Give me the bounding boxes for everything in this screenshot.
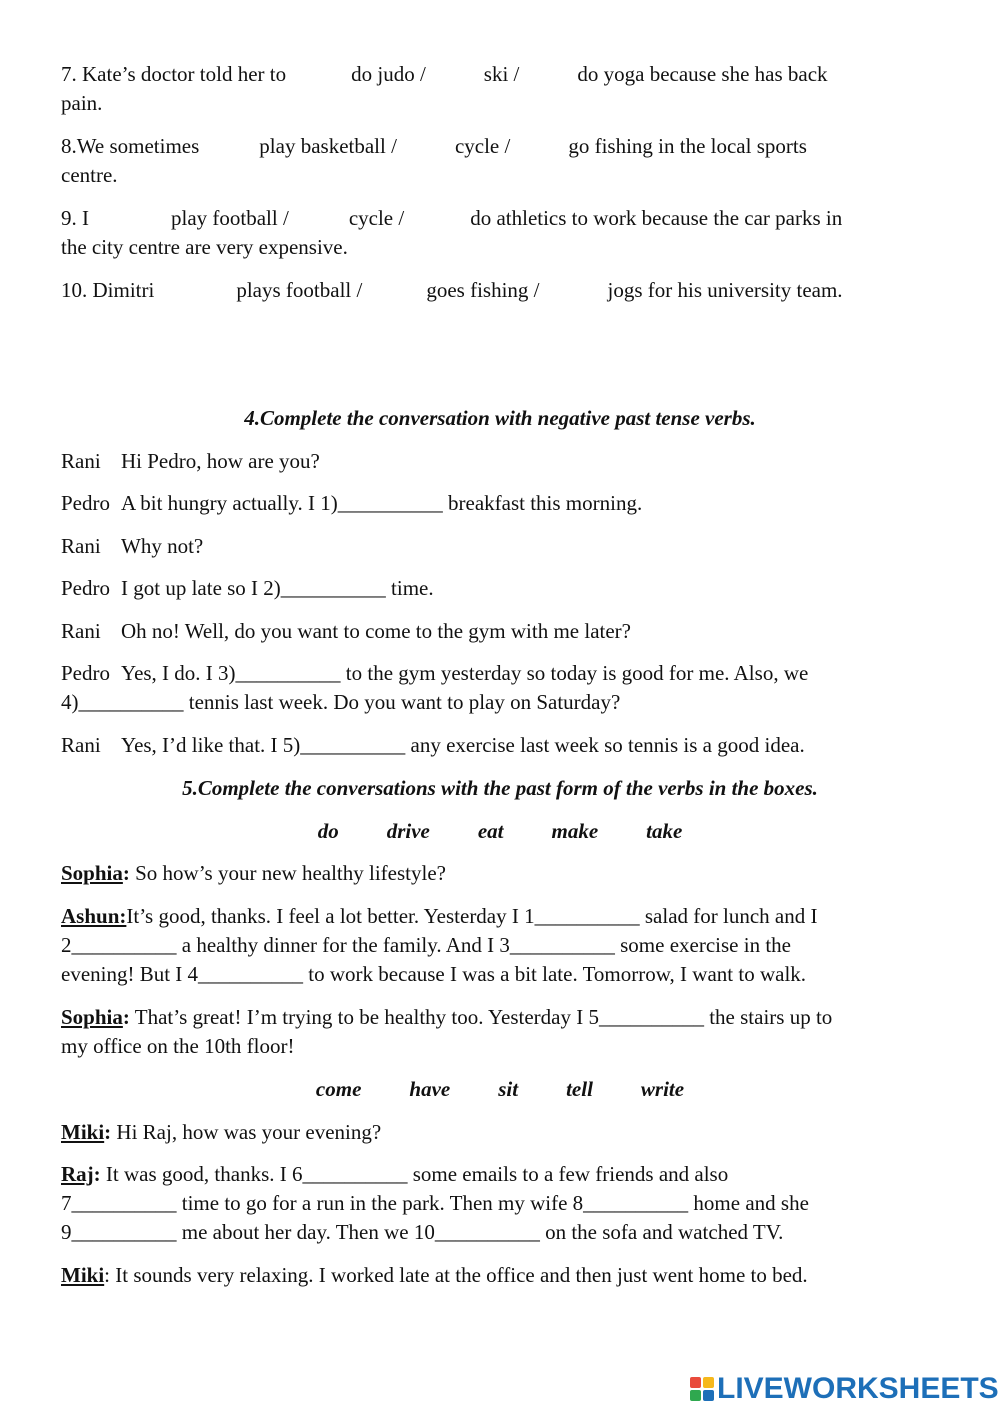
item7-continuation: pain. [61,91,103,115]
item7-start: 7. Kate’s doctor told her to [61,62,287,86]
line-text-with-blanks-9-10[interactable]: 9__________ me about her day. Then we 10__________ on the sofa and watched TV. [61,1220,784,1244]
logo-square-yellow [703,1377,714,1388]
line-text-with-blank-5[interactable]: Yes, I’d like that. I 5)__________ any exercise last week so tennis is a good idea. [121,733,805,757]
speaker-name: Sophia [61,1005,123,1029]
line-text: Why not? [121,534,204,558]
box-word: eat [477,819,504,843]
conv1-line-sophia-2 [61,1003,941,1061]
exercise3-item9 [61,204,941,262]
line-text: So how’s your new healthy lifestyle? [135,861,446,885]
ex4-line-7 [61,731,941,760]
logo-square-green [690,1390,701,1401]
logo-text: LIVEWORKSHEETS [717,1372,999,1405]
speaker-colon: : [104,1263,111,1287]
item7-option-1[interactable]: do judo / [351,62,426,86]
box-word: make [551,819,599,843]
line-text: It sounds very relaxing. I worked late at the office and then just went home to bed. [115,1263,808,1287]
speaker-label: Rani [61,619,101,643]
speaker-label: Rani [61,449,101,473]
item10-option-1[interactable]: plays football / [236,278,363,302]
item8-option-2[interactable]: cycle / [454,134,511,158]
item8-continuation: centre. [61,163,118,187]
speaker-name: Miki [61,1120,105,1144]
ex4-line-6 [61,659,941,717]
box-word: do [317,819,339,843]
item9-start: 9. I [61,206,89,230]
item8-start: 8.We sometimes [61,134,200,158]
box-word: sit [498,1077,519,1101]
speaker-colon: : [122,1005,130,1029]
liveworksheets-logo[interactable] [690,1372,999,1406]
conv1-line-ashun [61,902,941,989]
line-text-with-blank-1[interactable]: A bit hungry actually. I 1)__________ breakfast this morning. [121,491,643,515]
ex4-line-5 [61,617,941,646]
logo-square-red [690,1377,701,1388]
word-box-1 [0,817,1000,846]
conv2-line-raj [61,1160,941,1247]
speaker-colon: : [104,1120,112,1144]
speaker-name: Miki [61,1263,105,1287]
item9-continuation: the city centre are very expensive. [61,235,348,259]
line-text: Hi Raj, how was your evening? [116,1120,382,1144]
item10-option-2[interactable]: goes fishing / [426,278,540,302]
speaker-name: Raj [61,1162,94,1186]
ex4-line-1 [61,447,941,476]
liveworksheets-logo-icon [690,1377,714,1401]
exercise3-item7 [61,60,941,118]
item8-option-1[interactable]: play basketball / [259,134,397,158]
box-word: write [640,1077,685,1101]
speaker-name: Sophia [61,861,123,885]
speaker-label: Rani [61,534,101,558]
line-text-with-blank-4[interactable]: evening! But I 4__________ to work because I was a bit late. Tomorrow, I want to walk. [61,962,807,986]
speaker-colon: : [93,1162,101,1186]
item9-option-1[interactable]: play football / [171,206,289,230]
ex4-line-2 [61,489,941,518]
line-text-with-blanks-2-3[interactable]: 2__________ a healthy dinner for the family. And I 3__________ some exercise in the [61,933,791,957]
exercise5-title: 5.Complete the conversations with the past form of the verbs in the boxes. [182,776,818,800]
box-word: come [315,1077,362,1101]
logo-square-blue [703,1390,714,1401]
line-text: Hi Pedro, how are you? [121,449,320,473]
line-text: Oh no! Well, do you want to come to the gym with me later? [121,619,631,643]
exercise3-item8 [61,132,941,190]
box-word: have [409,1077,451,1101]
line-text-with-blank-6[interactable]: It was good, thanks. I 6__________ some emails to a few friends and also [105,1162,729,1186]
line-text-with-blank-5[interactable]: That’s great! I’m trying to be healthy too. Yesterday I 5__________ the stairs up to [134,1005,833,1029]
box-word: tell [566,1077,593,1101]
item9-option-3[interactable]: do athletics to work because the car parks in [470,206,843,230]
line-text-with-blank-1[interactable]: It’s good, thanks. I feel a lot better. Yesterday I 1__________ salad for lunch and I [126,904,818,928]
conv1-line-sophia-1 [61,859,941,888]
speaker-name: Ashun: [61,904,127,928]
item10-option-3[interactable]: jogs for his university team. [607,278,843,302]
exercise3-item10 [61,276,941,305]
line-text-with-blank-3[interactable]: Yes, I do. I 3)__________ to the gym yesterday so today is good for me. Also, we [121,661,809,685]
box-word: drive [386,819,430,843]
speaker-label: Pedro [61,491,110,515]
box-word: take [646,819,683,843]
item7-option-3[interactable]: do yoga because she has back [577,62,828,86]
speaker-label: Rani [61,733,101,757]
speaker-colon: : [122,861,130,885]
item10-start: 10. Dimitri [61,278,155,302]
line-text: my office on the 10th floor! [61,1034,295,1058]
item7-option-2[interactable]: ski / [483,62,520,86]
conv2-line-miki-1 [61,1118,941,1147]
speaker-label: Pedro [61,576,110,600]
ex4-line-4 [61,574,941,603]
conv2-line-miki-2 [61,1261,941,1290]
item8-option-3[interactable]: go fishing in the local sports [568,134,807,158]
word-box-2 [0,1075,1000,1104]
line-text-with-blank-4[interactable]: 4)__________ tennis last week. Do you want to play on Saturday? [61,690,621,714]
line-text-with-blank-2[interactable]: I got up late so I 2)__________ time. [121,576,434,600]
exercise4-title: 4.Complete the conversation with negative past tense verbs. [244,406,756,430]
speaker-label: Pedro [61,661,110,685]
ex4-line-3 [61,532,941,561]
item9-option-2[interactable]: cycle / [348,206,405,230]
line-text-with-blanks-7-8[interactable]: 7__________ time to go for a run in the park. Then my wife 8__________ home and she [61,1191,809,1215]
